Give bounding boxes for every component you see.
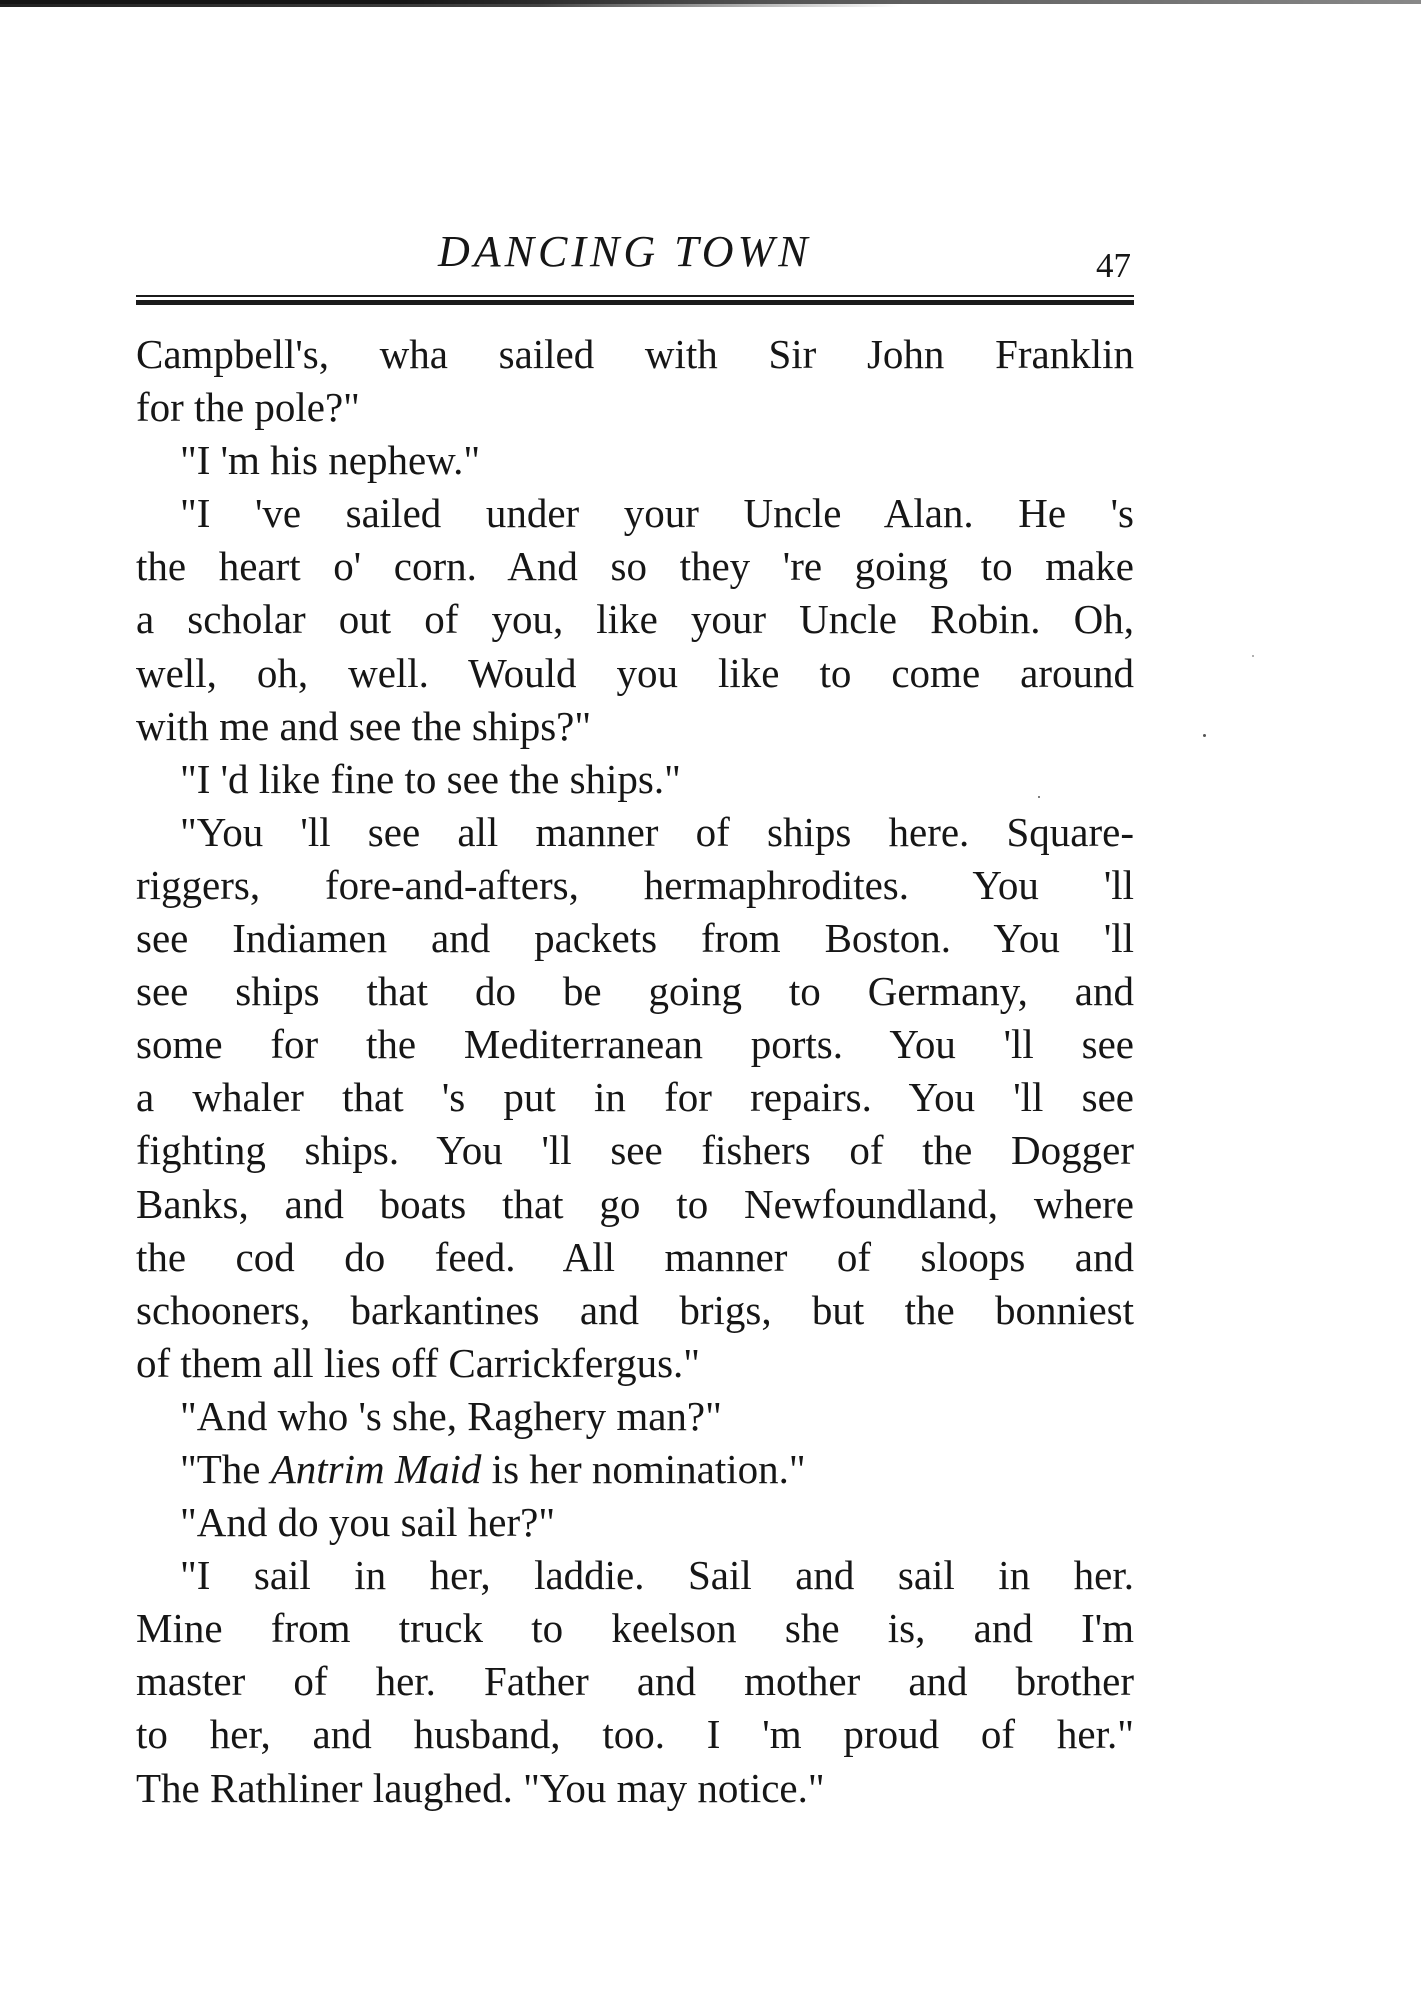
- text-line: some for the Mediterranean ports. You 'll see: [136, 1021, 1134, 1068]
- paper-speck: [1203, 734, 1206, 737]
- text-line: "I 've sailed under your Uncle Alan. He 's: [180, 490, 1134, 537]
- text-line: of them all lies off Carrickfergus.": [136, 1339, 701, 1386]
- ship-name: Antrim Maid: [270, 1445, 482, 1492]
- text-line: a whaler that 's put in for repairs. You 'll see: [136, 1074, 1134, 1121]
- page-top-edge-shadow: [0, 4, 900, 7]
- text-line: see ships that do be going to Germany, and: [136, 968, 1134, 1015]
- text-line: "I 'd like fine to see the ships.": [180, 755, 681, 802]
- text-line: fighting ships. You 'll see fishers of the Dogger: [136, 1127, 1134, 1174]
- text-line: Banks, and boats that go to Newfoundland, where: [136, 1180, 1134, 1227]
- text-line: a scholar out of you, like your Uncle Robin. Oh,: [136, 596, 1134, 643]
- paper-speck: [1038, 796, 1040, 798]
- text-line: master of her. Father and mother and brother: [136, 1658, 1134, 1705]
- text-line: well, oh, well. Would you like to come around: [136, 649, 1134, 696]
- body-text: [136, 328, 1134, 1815]
- header-rule-thin: [136, 295, 1134, 297]
- text-line: for the pole?": [136, 384, 360, 431]
- text-line: "And who 's she, Raghery man?": [180, 1392, 722, 1439]
- paper-speck: [1252, 655, 1254, 657]
- text-line: riggers, fore-and-afters, hermaphrodites. You 'll: [136, 861, 1134, 908]
- text-line: "I 'm his nephew.": [180, 437, 481, 484]
- running-head: [0, 226, 1421, 286]
- text-line: "You 'll see all manner of ships here. Square-: [180, 808, 1134, 855]
- header-rule-thick: [136, 300, 1134, 305]
- text-line: to her, and husband, too. I 'm proud of her.": [136, 1711, 1134, 1758]
- text-line: The Rathliner laughed. "You may notice.": [136, 1764, 825, 1811]
- text-fragment: is her nomination.": [481, 1445, 806, 1492]
- text-line: Campbell's, wha sailed with Sir John Franklin: [136, 331, 1134, 377]
- text-line-with-italic-title: [136, 1443, 1134, 1496]
- text-fragment: "The: [180, 1445, 271, 1492]
- running-title: DANCING TOWN: [438, 227, 812, 276]
- text-line: Mine from truck to keelson she is, and I'm: [136, 1605, 1134, 1652]
- text-line: with me and see the ships?": [136, 702, 592, 749]
- text-line: the cod do feed. All manner of sloops and: [136, 1233, 1134, 1280]
- text-line: schooners, barkantines and brigs, but the bonniest: [136, 1286, 1134, 1333]
- text-line: "I sail in her, laddie. Sail and sail in her.: [180, 1552, 1134, 1599]
- page-number: 47: [1096, 246, 1131, 285]
- text-line: the heart o' corn. And so they 're going to make: [136, 543, 1134, 590]
- text-line: see Indiamen and packets from Boston. You 'll: [136, 915, 1134, 962]
- text-line: "And do you sail her?": [180, 1499, 556, 1546]
